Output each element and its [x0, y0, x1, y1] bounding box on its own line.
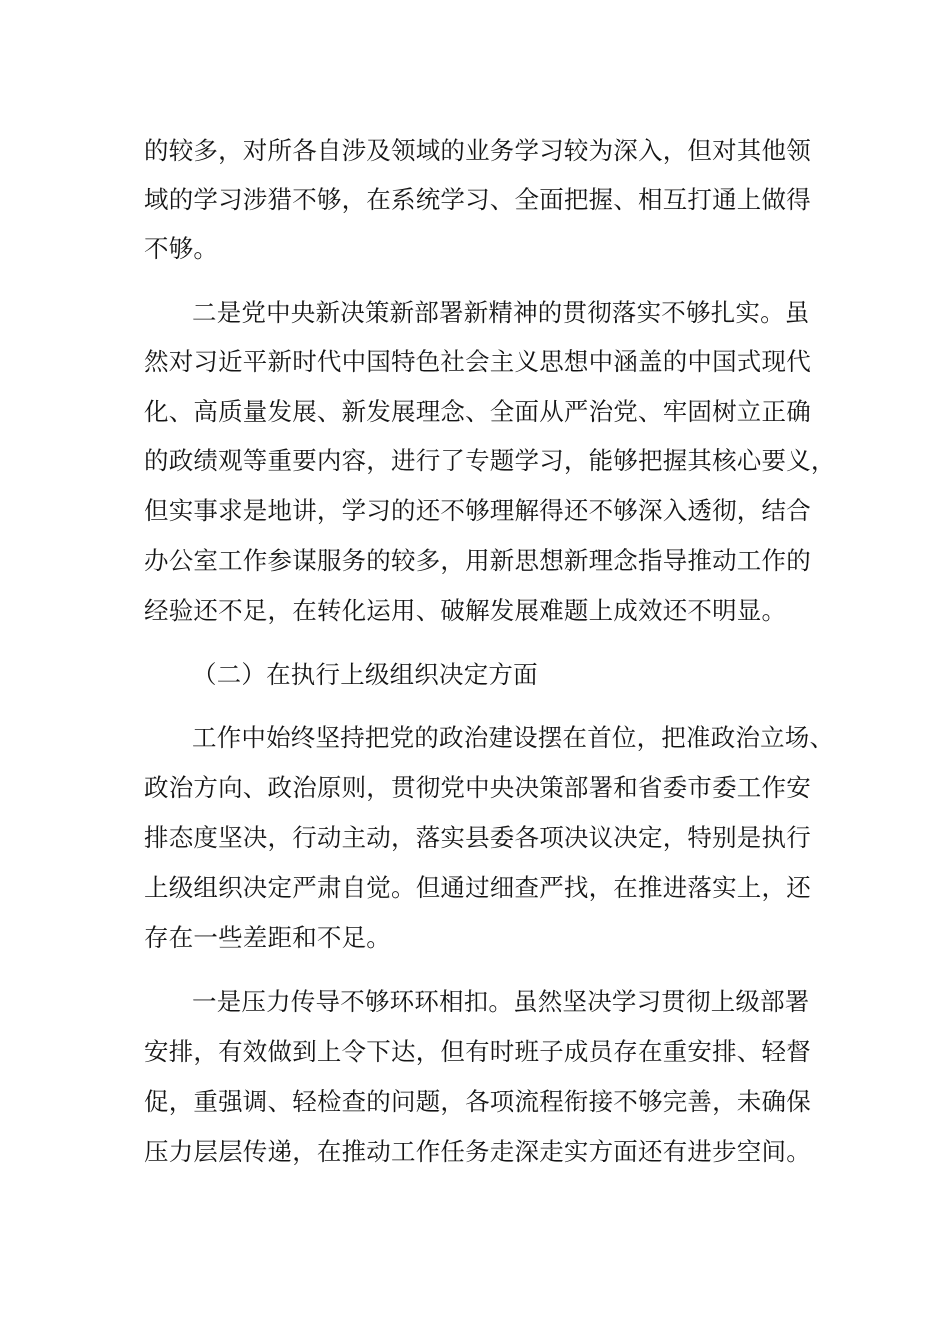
text-line: 域的学习涉猎不够，在系统学习、全面把握、相互打通上做得 — [144, 185, 811, 214]
text-line: 上级组织决定严肃自觉。但通过细查严找，在推进落实上，还 — [144, 873, 811, 902]
text-line: 的政绩观等重要内容，进行了专题学习，能够把握其核心要义， — [144, 446, 836, 475]
text-line: 一是压力传导不够环环相扣。虽然坚决学习贯彻上级部署 — [192, 987, 810, 1016]
text-line: 办公室工作参谋服务的较多，用新思想新理念指导推动工作的 — [144, 546, 811, 575]
text-line: 然对习近平新时代中国特色社会主义思想中涵盖的中国式现代 — [144, 347, 811, 376]
text-line: 压力层层传递，在推动工作任务走深走实方面还有进步空间。 — [144, 1137, 811, 1166]
text-line: 促，重强调、轻检查的问题，各项流程衔接不够完善，未确保 — [144, 1087, 811, 1116]
text-line: 政治方向、政治原则，贯彻党中央决策部署和省委市委工作安 — [144, 773, 811, 802]
section-heading-text: （二）在执行上级组织决定方面 — [192, 660, 538, 689]
text-line: 排态度坚决，行动主动，落实县委各项决议决定，特别是执行 — [144, 823, 811, 852]
text-line: 的较多，对所各自涉及领域的业务学习较为深入，但对其他领 — [144, 136, 811, 165]
text-line: 不够。 — [144, 234, 219, 263]
text-line: 但实事求是地讲，学习的还不够理解得还不够深入透彻，结合 — [144, 496, 811, 525]
text-line: 安排，有效做到上令下达，但有时班子成员存在重安排、轻督 — [144, 1037, 811, 1066]
text-line: 化、高质量发展、新发展理念、全面从严治党、牢固树立正确 — [144, 397, 811, 426]
text-line: 工作中始终坚持把党的政治建设摆在首位，把准政治立场、 — [192, 723, 835, 752]
text-line: 存在一些差距和不足。 — [144, 923, 391, 952]
text-line: 二是党中央新决策新部署新精神的贯彻落实不够扎实。虽 — [192, 298, 810, 327]
text-line: 经验还不足，在转化运用、破解发展难题上成效还不明显。 — [144, 596, 787, 625]
